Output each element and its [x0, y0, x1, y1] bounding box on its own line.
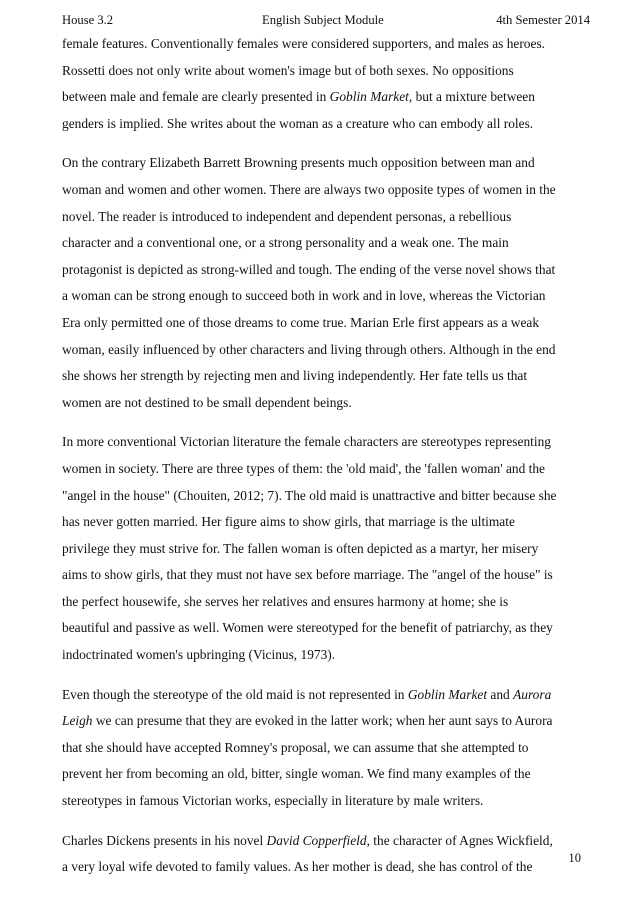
- text-line: In more conventional Victorian literature the female characters are stereotypes representing: [62, 434, 551, 450]
- text-line: beautiful and passive as well. Women were stereotyped for the benefit of patriarchy, as they: [62, 620, 553, 636]
- text-line: aims to show girls, that they must not have sex before marriage. The "angel of the house" is: [62, 567, 553, 583]
- header-left-text: House 3.2: [62, 13, 114, 27]
- text-line: Charles Dickens presents in his novel David Copperfield, the character of Agnes Wickfield,: [62, 832, 553, 848]
- text-line: female features. Conventionally females were considered supporters, and males as heroes.: [62, 36, 545, 51]
- text-line: genders is implied. She writes about the woman as a creature who can embody all roles.: [62, 115, 534, 131]
- paragraph-5: [62, 828, 597, 881]
- text-line: women in society. There are three types of them: the 'old maid', the 'fallen woman' and the: [62, 460, 546, 476]
- text-line: prevent her from becoming an old, bitter, single woman. We find many examples of the: [62, 766, 531, 782]
- page-number: 10: [568, 851, 581, 865]
- text-line: Leigh we can presume that they are evoked in the latter work; when her aunt says to Aurora: [62, 713, 553, 729]
- text-line: woman, easily influenced by other characters and living through others. Although in the end: [62, 341, 556, 357]
- text-line: character and a conventional one, or a strong personality and a weak one. The main: [62, 235, 509, 251]
- text-line: On the contrary Elizabeth Barrett Browning presents much opposition between man and: [62, 155, 535, 171]
- text-line: Even though the stereotype of the old maid is not represented in Goblin Market and Aurora: [62, 686, 552, 702]
- text-line: has never gotten married. Her figure aims to show girls, that marriage is the ultimate: [62, 514, 515, 530]
- paragraph-3: [62, 429, 597, 668]
- text-line: that she should have accepted Romney's proposal, we can assume that she attempted to: [62, 739, 529, 755]
- text-line: a woman can be strong enough to succeed both in work and in love, whereas the Victorian: [62, 288, 546, 304]
- text-line: women are not destined to be small dependent beings.: [62, 394, 352, 410]
- paragraph-4: [62, 682, 597, 815]
- text-line: woman and women and other women. There are always two opposite types of women in the: [62, 181, 556, 197]
- header-right-text: 4th Semester 2014: [496, 13, 590, 27]
- text-line: she shows her strength by rejecting men and living independently. Her fate tells us that: [62, 368, 528, 384]
- text-line: privilege they must strive for. The fallen woman is often depicted as a martyr, her misery: [62, 540, 539, 556]
- text-line: indoctrinated women's upbringing (Vicinus, 1973).: [62, 647, 336, 663]
- text-line: "angel in the house" (Chouiten, 2012; 7). The old maid is unattractive and bitter because she: [62, 487, 557, 503]
- paragraph-2: [62, 150, 597, 416]
- header-center-text: English Subject Module: [262, 13, 384, 27]
- text-line: stereotypes in famous Victorian works, especially in literature by male writers.: [62, 793, 484, 809]
- text-line: a very loyal wife devoted to family values. As her mother is dead, she has control of the: [62, 859, 533, 875]
- text-line: protagonist is depicted as strong-willed and tough. The ending of the verse novel shows that: [62, 261, 556, 277]
- paragraph-1: [62, 31, 597, 137]
- text-line: Rossetti does not only write about women's image but of both sexes. No oppositions: [62, 62, 514, 78]
- text-line: the perfect housewife, she serves her relatives and ensures harmony at home; she is: [62, 593, 509, 609]
- body-text: [62, 31, 597, 894]
- text-line: novel. The reader is introduced to independent and dependent personas, a rebellious: [62, 208, 512, 224]
- text-line: Era only permitted one of those dreams to come true. Marian Erle first appears as a weak: [62, 314, 540, 330]
- page-header: [62, 10, 590, 30]
- text-line: between male and female are clearly presented in Goblin Market, but a mixture between: [62, 89, 535, 105]
